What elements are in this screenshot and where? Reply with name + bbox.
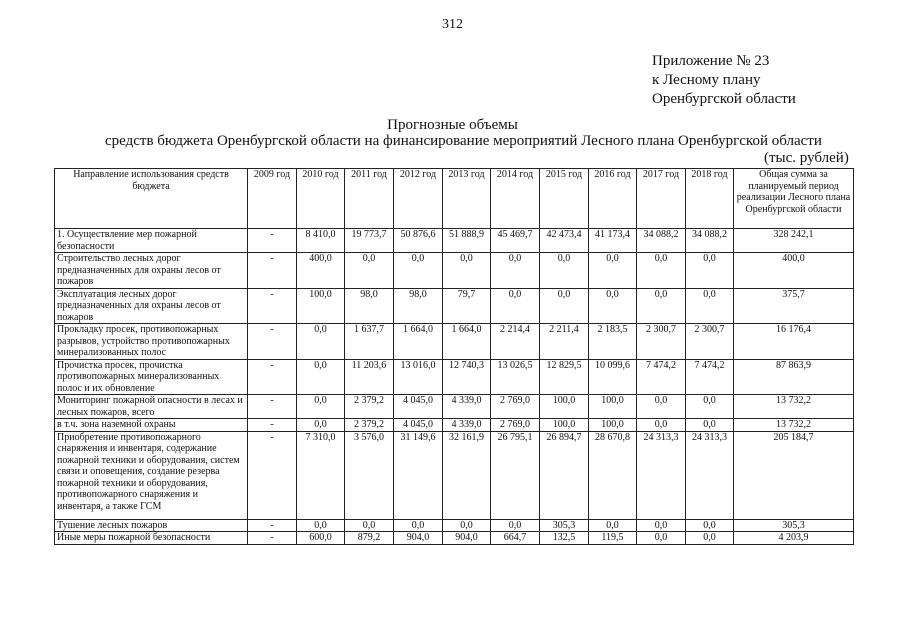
header-year: 2010 год [297,169,345,229]
cell-value: 0,0 [637,519,686,532]
header-year: 2011 год [345,169,394,229]
appendix-line-3: Оренбургской области [652,91,796,107]
cell-value: 0,0 [443,519,491,532]
cell-value: - [248,359,297,395]
cell-value: - [248,253,297,289]
table-row [55,229,854,253]
header-year: 2015 год [540,169,589,229]
header-year: 2017 год [637,169,686,229]
cell-value: 10 099,6 [589,359,637,395]
row-total: 13 732,2 [734,395,854,419]
row-label: Иные меры пожарной безопасности [55,532,248,545]
cell-value: - [248,395,297,419]
cell-value: 0,0 [491,253,540,289]
cell-value: - [248,519,297,532]
cell-value: 0,0 [637,288,686,324]
header-total: Общая сумма за планируемый период реализации Лесного плана Оренбургской области [734,169,854,229]
cell-value: 98,0 [345,288,394,324]
cell-value: 45 469,7 [491,229,540,253]
cell-value: 305,3 [540,519,589,532]
cell-value: 98,0 [394,288,443,324]
cell-value: 2 300,7 [686,324,734,360]
cell-value: 11 203,6 [345,359,394,395]
cell-value: 904,0 [443,532,491,545]
cell-value: 0,0 [297,395,345,419]
cell-value: 0,0 [297,324,345,360]
cell-value: 32 161,9 [443,431,491,519]
document-title: Прогнозные объемы [387,117,518,133]
table-header-row [55,169,854,229]
cell-value: 42 473,4 [540,229,589,253]
units-label: (тыс. рублей) [764,150,849,166]
table-row [55,532,854,545]
cell-value: 100,0 [540,395,589,419]
row-total: 205 184,7 [734,431,854,519]
table-row [55,359,854,395]
cell-value: 31 149,6 [394,431,443,519]
row-label: Тушение лесных пожаров [55,519,248,532]
table-row [55,395,854,419]
cell-value: 0,0 [345,253,394,289]
appendix-line-2: к Лесному плану [652,72,761,88]
header-year: 2018 год [686,169,734,229]
cell-value: 41 173,4 [589,229,637,253]
cell-value: - [248,229,297,253]
cell-value: 0,0 [540,288,589,324]
cell-value: 132,5 [540,532,589,545]
cell-value: 24 313,3 [637,431,686,519]
cell-value: 7 474,2 [637,359,686,395]
row-label: Прочистка просек, прочистка противопожарных минерализованных полос и их обновление [55,359,248,395]
cell-value: 0,0 [297,359,345,395]
cell-value: 0,0 [491,288,540,324]
appendix-block [652,52,796,109]
cell-value: 100,0 [297,288,345,324]
cell-value: 1 664,0 [394,324,443,360]
header-direction: Направление использования средств бюджета [55,169,248,229]
row-label: Прокладку просек, противопожарных разрывов, устройство противопожарных минерализованных полос [55,324,248,360]
header-year: 2012 год [394,169,443,229]
cell-value: - [248,419,297,432]
cell-value: 50 876,6 [394,229,443,253]
cell-value: 0,0 [637,532,686,545]
cell-value: 1 637,7 [345,324,394,360]
cell-value: 0,0 [589,253,637,289]
header-year: 2009 год [248,169,297,229]
cell-value: 0,0 [491,519,540,532]
cell-value: 2 183,5 [589,324,637,360]
cell-value: 904,0 [394,532,443,545]
cell-value: 119,5 [589,532,637,545]
cell-value: 2 379,2 [345,395,394,419]
cell-value: 26 894,7 [540,431,589,519]
header-year: 2014 год [491,169,540,229]
page-number: 312 [442,17,463,32]
row-total: 305,3 [734,519,854,532]
budget-table [54,168,854,545]
cell-value: 0,0 [686,532,734,545]
header-year: 2016 год [589,169,637,229]
cell-value: - [248,431,297,519]
cell-value: 24 313,3 [686,431,734,519]
cell-value: 0,0 [394,253,443,289]
row-label: 1. Осуществление мер пожарной безопасности [55,229,248,253]
cell-value: 2 769,0 [491,419,540,432]
appendix-line-1: Приложение № 23 [652,53,770,69]
document-subtitle: средств бюджета Оренбургской области на финансирование мероприятий Лесного плана Оренбургской области [105,133,822,149]
table-row [55,519,854,532]
row-label: Строительство лесных дорог предназначенных для охраны лесов от пожаров [55,253,248,289]
cell-value: 2 379,2 [345,419,394,432]
cell-value: 2 211,4 [540,324,589,360]
cell-value: 2 300,7 [637,324,686,360]
table-row [55,324,854,360]
cell-value: 100,0 [589,395,637,419]
cell-value: 879,2 [345,532,394,545]
cell-value: 100,0 [589,419,637,432]
row-total: 13 732,2 [734,419,854,432]
cell-value: 12 740,3 [443,359,491,395]
cell-value: 4 045,0 [394,419,443,432]
table-row [55,253,854,289]
cell-value: 0,0 [540,253,589,289]
cell-value: 13 016,0 [394,359,443,395]
cell-value: 100,0 [540,419,589,432]
row-label: Эксплуатация лесных дорог предназначенных для охраны лесов от пожаров [55,288,248,324]
cell-value: 0,0 [589,288,637,324]
cell-value: 2 214,4 [491,324,540,360]
cell-value: 664,7 [491,532,540,545]
cell-value: 4 339,0 [443,419,491,432]
row-total: 4 203,9 [734,532,854,545]
row-total: 400,0 [734,253,854,289]
cell-value: 0,0 [686,253,734,289]
cell-value: 0,0 [686,419,734,432]
cell-value: 0,0 [589,519,637,532]
cell-value: 0,0 [443,253,491,289]
cell-value: 2 769,0 [491,395,540,419]
row-total: 87 863,9 [734,359,854,395]
cell-value: 0,0 [345,519,394,532]
cell-value: 600,0 [297,532,345,545]
cell-value: 0,0 [297,419,345,432]
row-label: Мониторинг пожарной опасности в лесах и лесных пожаров, всего [55,395,248,419]
row-total: 328 242,1 [734,229,854,253]
cell-value: 7 474,2 [686,359,734,395]
cell-value: - [248,532,297,545]
cell-value: 12 829,5 [540,359,589,395]
cell-value: 0,0 [394,519,443,532]
cell-value: 7 310,0 [297,431,345,519]
cell-value: 26 795,1 [491,431,540,519]
header-year: 2013 год [443,169,491,229]
cell-value: 0,0 [686,519,734,532]
cell-value: 34 088,2 [637,229,686,253]
row-label: в т.ч. зона наземной охраны [55,419,248,432]
cell-value: 19 773,7 [345,229,394,253]
table-row [55,288,854,324]
cell-value: 0,0 [637,253,686,289]
cell-value: 1 664,0 [443,324,491,360]
row-total: 16 176,4 [734,324,854,360]
cell-value: 3 576,0 [345,431,394,519]
cell-value: 79,7 [443,288,491,324]
cell-value: 8 410,0 [297,229,345,253]
cell-value: 0,0 [637,395,686,419]
cell-value: 4 045,0 [394,395,443,419]
cell-value: 0,0 [637,419,686,432]
cell-value: 0,0 [686,288,734,324]
cell-value: 28 670,8 [589,431,637,519]
row-label: Приобретение противопожарного снаряжения и инвентаря, содержание пожарной техники и оборудования, систем связи и оповещения, создание резерва пожарной техники и оборудования, противопожарного снаряжения и инвентаря, а также ГСМ [55,431,248,519]
table-row [55,419,854,432]
cell-value: 51 888,9 [443,229,491,253]
cell-value: 400,0 [297,253,345,289]
cell-value: 0,0 [686,395,734,419]
cell-value: 4 339,0 [443,395,491,419]
cell-value: 34 088,2 [686,229,734,253]
cell-value: - [248,324,297,360]
cell-value: 13 026,5 [491,359,540,395]
table-row [55,431,854,519]
row-total: 375,7 [734,288,854,324]
cell-value: - [248,288,297,324]
cell-value: 0,0 [297,519,345,532]
